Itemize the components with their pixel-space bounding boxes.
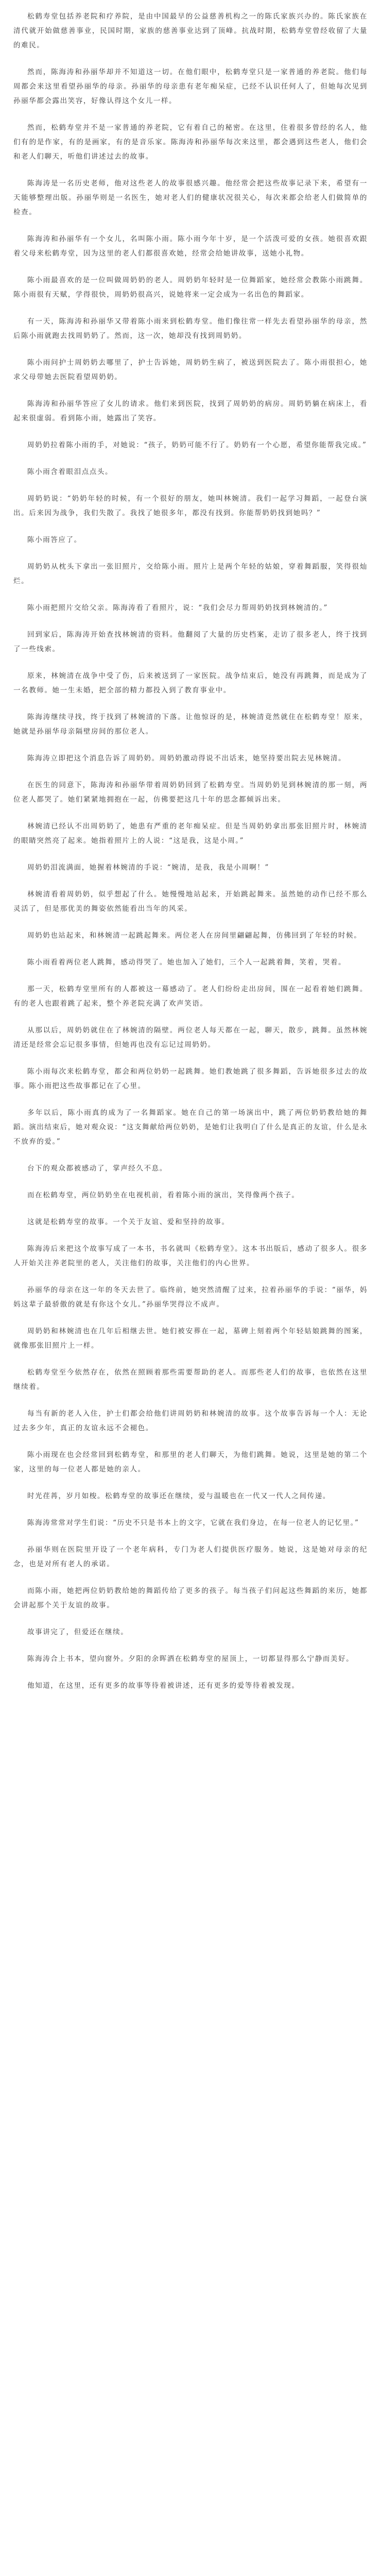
paragraph-19: 陈海涛立即把这个消息告诉了周奶奶。周奶奶激动得说不出话来，她坚持要出院去见林婉清。 [27, 754, 347, 762]
paragraph-6: 陈小雨最喜欢的是一位叫做周奶奶的老人。周奶奶年轻时是一位舞蹈家，她经常会教陈小雨跳舞。陈小雨很有天赋，学得很快，周奶奶很高兴，说她将来一定会成为一名出色的舞蹈家。 [13, 276, 368, 299]
paragraph-35: 周奶奶和林婉清也在几年后相继去世。她们被安葬在一起，墓碑上刻着两个年轻姑娘跳舞的图案，就像那张旧照片上一样。 [13, 1327, 368, 1350]
paragraph-8: 陈小雨问护士周奶奶去哪里了，护士告诉她，周奶奶生病了，被送到医院去了。陈小雨很担心，她求父母带她去医院看望周奶奶。 [13, 359, 368, 381]
paragraph-42: 而陈小雨，她把两位奶奶教给她的舞蹈传给了更多的孩子。每当孩子们问起这些舞蹈的来历，她都会讲起那个关于友谊的故事。 [13, 1587, 368, 1609]
paragraph-45: 他知道，在这里，还有更多的故事等待着被讲述，还有更多的爱等待着被发现。 [27, 1682, 300, 1690]
paragraph-27: 从那以后，周奶奶就住在了林婉清的隔壁。两位老人每天都在一起，聊天，散步，跳舞。虽然林婉清还是经常会忘记很多事情，但她再也没有忘记过周奶奶。 [13, 1026, 368, 1049]
paragraph-44: 陈海涛合上书本，望向窗外。夕阳的余晖洒在松鹤寿堂的屋顶上，一切都显得那么宁静而美好。 [27, 1655, 354, 1663]
paragraph-11: 陈小雨含着眼泪点点头。 [27, 468, 113, 476]
paragraph-3: 然而，松鹤寿堂并不是一家普通的养老院，它有着自己的秘密。在这里，住着很多曾经的名人，他们有的是作家，有的是画家，有的是音乐家。陈海涛和孙丽华每次来这里，都会遇到这些老人，他们会和老人们聊天，听他们讲述过去的故事。 [13, 124, 368, 161]
paragraph-25: 陈小雨看着两位老人跳舞，感动得哭了。她也加入了她们，三个人一起跳着舞，笑着，哭着。 [27, 958, 347, 967]
paragraph-16: 回到家后，陈海涛开始查找林婉清的资料。他翻阅了大量的历史档案，走访了很多老人，终于找到了一些线索。 [13, 631, 368, 653]
paragraph-40: 陈海涛常常对学生们说：“历史不只是书本上的文字，它就在我们身边，在每一位老人的记忆里。” [27, 1519, 359, 1527]
paragraph-32: 这就是松鹤寿堂的故事。一个关于友谊、爱和坚持的故事。 [27, 1218, 230, 1226]
paragraph-4: 陈海涛是一名历史老师，他对这些老人的故事很感兴趣。他经常会把这些故事记录下来，希望有一天能够整理出版。孙丽华则是一名医生，她对老人们的健康状况很关心，每次来都会给老人们做简单的检查。 [13, 179, 368, 216]
paragraph-22: 周奶奶泪流满面，她握着林婉清的手说：“婉清，是我，我是小周啊！” [27, 863, 270, 872]
paragraph-5: 陈海涛和孙丽华有一个女儿，名叫陈小雨。陈小雨今年十岁，是一个活泼可爱的女孩。她很喜欢跟着父母来松鹤寿堂，因为这里的老人们都很喜欢她，经常会给她讲故事，送她小礼物。 [13, 235, 368, 258]
paragraph-31: 而在松鹤寿堂，两位奶奶坐在电视机前，看着陈小雨的演出，笑得像两个孩子。 [27, 1191, 300, 1199]
paragraph-37: 每当有新的老人入住，护士们都会给他们讲周奶奶和林婉清的故事。这个故事告诉每一个人：无论过去多少年，真正的友谊永远不会褪色。 [13, 1410, 368, 1432]
paragraph-7: 有一天，陈海涛和孙丽华又带着陈小雨来到松鹤寿堂。他们像往常一样先去看望孙丽华的母亲，然后陈小雨就跑去找周奶奶了。然而，这一次，她却没有找到周奶奶。 [13, 317, 368, 340]
paragraph-38: 陈小雨现在也会经常回到松鹤寿堂，和那里的老人们聊天，为他们跳舞。她说，这里是她的第二个家，这里的每一位老人都是她的亲人。 [13, 1451, 368, 1473]
paragraph-39: 时光荏苒，岁月如梭。松鹤寿堂的故事还在继续，爱与温暖也在一代又一代人之间传递。 [27, 1492, 331, 1500]
paragraph-21: 林婉清已经认不出周奶奶了，她患有严重的老年痴呆症。但是当周奶奶拿出那张旧照片时，林婉清的眼睛突然亮了起来。她指着照片上的人说：“这是我，这是小周。” [13, 822, 368, 845]
paragraph-41: 孙丽华则在医院里开设了一个老年病科，专门为老人们提供医疗服务。她说，这是她对母亲的纪念，也是对所有老人的承诺。 [13, 1546, 368, 1568]
paragraph-20: 在医生的同意下，陈海涛和孙丽华带着周奶奶回到了松鹤寿堂。当周奶奶见到林婉清的那一刻，两位老人都哭了。她们紧紧地拥抱在一起，仿佛要把这几十年的思念都倾诉出来。 [13, 781, 368, 804]
paragraph-15: 陈小雨把照片交给父亲。陈海涛看了看照片，说：“我们会尽力帮周奶奶找到林婉清的。” [27, 604, 328, 612]
paragraph-10: 周奶奶拉着陈小雨的手，对她说：“孩子，奶奶可能不行了。奶奶有一个心愿，希望你能帮我完成。” [27, 441, 367, 449]
paragraph-30: 台下的观众都被感动了，掌声经久不息。 [27, 1164, 167, 1173]
paragraph-43: 故事讲完了，但爱还在继续。 [27, 1628, 129, 1636]
paragraph-17: 原来，林婉清在战争中受了伤，后来被送到了一家医院。战争结束后，她没有再跳舞，而是成为了一名教师。她一生未婚，把全部的精力都投入到了教育事业中。 [13, 672, 368, 694]
paragraph-23: 林婉清看着周奶奶，似乎想起了什么。她慢慢地站起来，开始跳起舞来。虽然她的动作已经不那么灵活了，但是那优美的舞姿依然能看出当年的风采。 [13, 890, 368, 913]
paragraph-14: 周奶奶从枕头下拿出一张旧照片，交给陈小雨。照片上是两个年轻的姑娘，穿着舞蹈服，笑得很灿烂。 [13, 563, 368, 585]
paragraph-28: 陈小雨每次来松鹤寿堂，都会和两位奶奶一起跳舞。她们教她跳了很多舞蹈，告诉她很多过去的故事。陈小雨把这些故事都记在了心里。 [13, 1067, 368, 1090]
paragraph-9: 陈海涛和孙丽华答应了女儿的请求。他们来到医院，找到了周奶奶的病房。周奶奶躺在病床上，看起来很虚弱。看到陈小雨，她露出了笑容。 [13, 400, 368, 422]
paragraph-1: 松鹤寿堂包括养老院和疗养院，是由中国最早的公益慈善机构之一的陈氏家族兴办的。陈氏家族在清代就开始做慈善事业，民国时期，家族的慈善事业达到了顶峰。抗战时期，松鹤寿堂曾经收留了大量的难民。 [13, 12, 368, 49]
paragraph-36: 松鹤寿堂至今依然存在，依然在照顾着那些需要帮助的老人。而那些老人们的故事，也依然在这里继续着。 [13, 1368, 368, 1391]
paragraph-2: 然而，陈海涛和孙丽华却并不知道这一切。在他们眼中，松鹤寿堂只是一家普通的养老院。他们每周都会来这里看望孙丽华的母亲。孙丽华的母亲患有老年痴呆症，已经不认识任何人了，但她每次见到孙丽华都会露出笑容，好像认得这个女儿一样。 [13, 68, 368, 105]
paragraph-24: 周奶奶也站起来，和林婉清一起跳起舞来。两位老人在房间里翩翩起舞，仿佛回到了年轻的时候。 [27, 931, 362, 940]
paragraph-34: 孙丽华的母亲在这一年的冬天去世了。临终前，她突然清醒了过来，拉着孙丽华的手说：“丽华，妈妈这辈子最骄傲的就是有你这个女儿。”孙丽华哭得泣不成声。 [13, 1286, 368, 1309]
paragraph-33: 陈海涛后来把这个故事写成了一本书，书名就叫《松鹤寿堂》。这本书出版后，感动了很多人。很多人开始关注养老院里的老人，关注他们的故事，关注他们的内心世界。 [13, 1245, 368, 1267]
paragraph-12: 周奶奶说：“奶奶年轻的时候，有一个很好的朋友，她叫林婉清。我们一起学习舞蹈，一起登台演出。后来因为战争，我们失散了。我找了她很多年，都没有找到。你能帮奶奶找到她吗？” [13, 495, 368, 517]
paragraph-13: 陈小雨答应了。 [27, 536, 82, 544]
paragraph-29: 多年以后，陈小雨真的成为了一名舞蹈家。她在自己的第一场演出中，跳了两位奶奶教给她的舞蹈。演出结束后，她对观众说：“这支舞献给两位奶奶，是她们让我明白了什么是真正的友谊，什么是永不放弃的爱。” [13, 1109, 368, 1146]
paragraph-18: 陈海涛继续寻找，终于找到了林婉清的下落。让他惊讶的是，林婉清竟然就住在松鹤寿堂！原来，她就是孙丽华母亲隔壁房间的那位老人。 [13, 713, 368, 736]
paragraph-26: 那一天，松鹤寿堂里所有的人都被这一幕感动了。老人们纷纷走出房间，围在一起看着她们跳舞。有的老人也跟着跳了起来，整个养老院充满了欢声笑语。 [13, 985, 368, 1008]
